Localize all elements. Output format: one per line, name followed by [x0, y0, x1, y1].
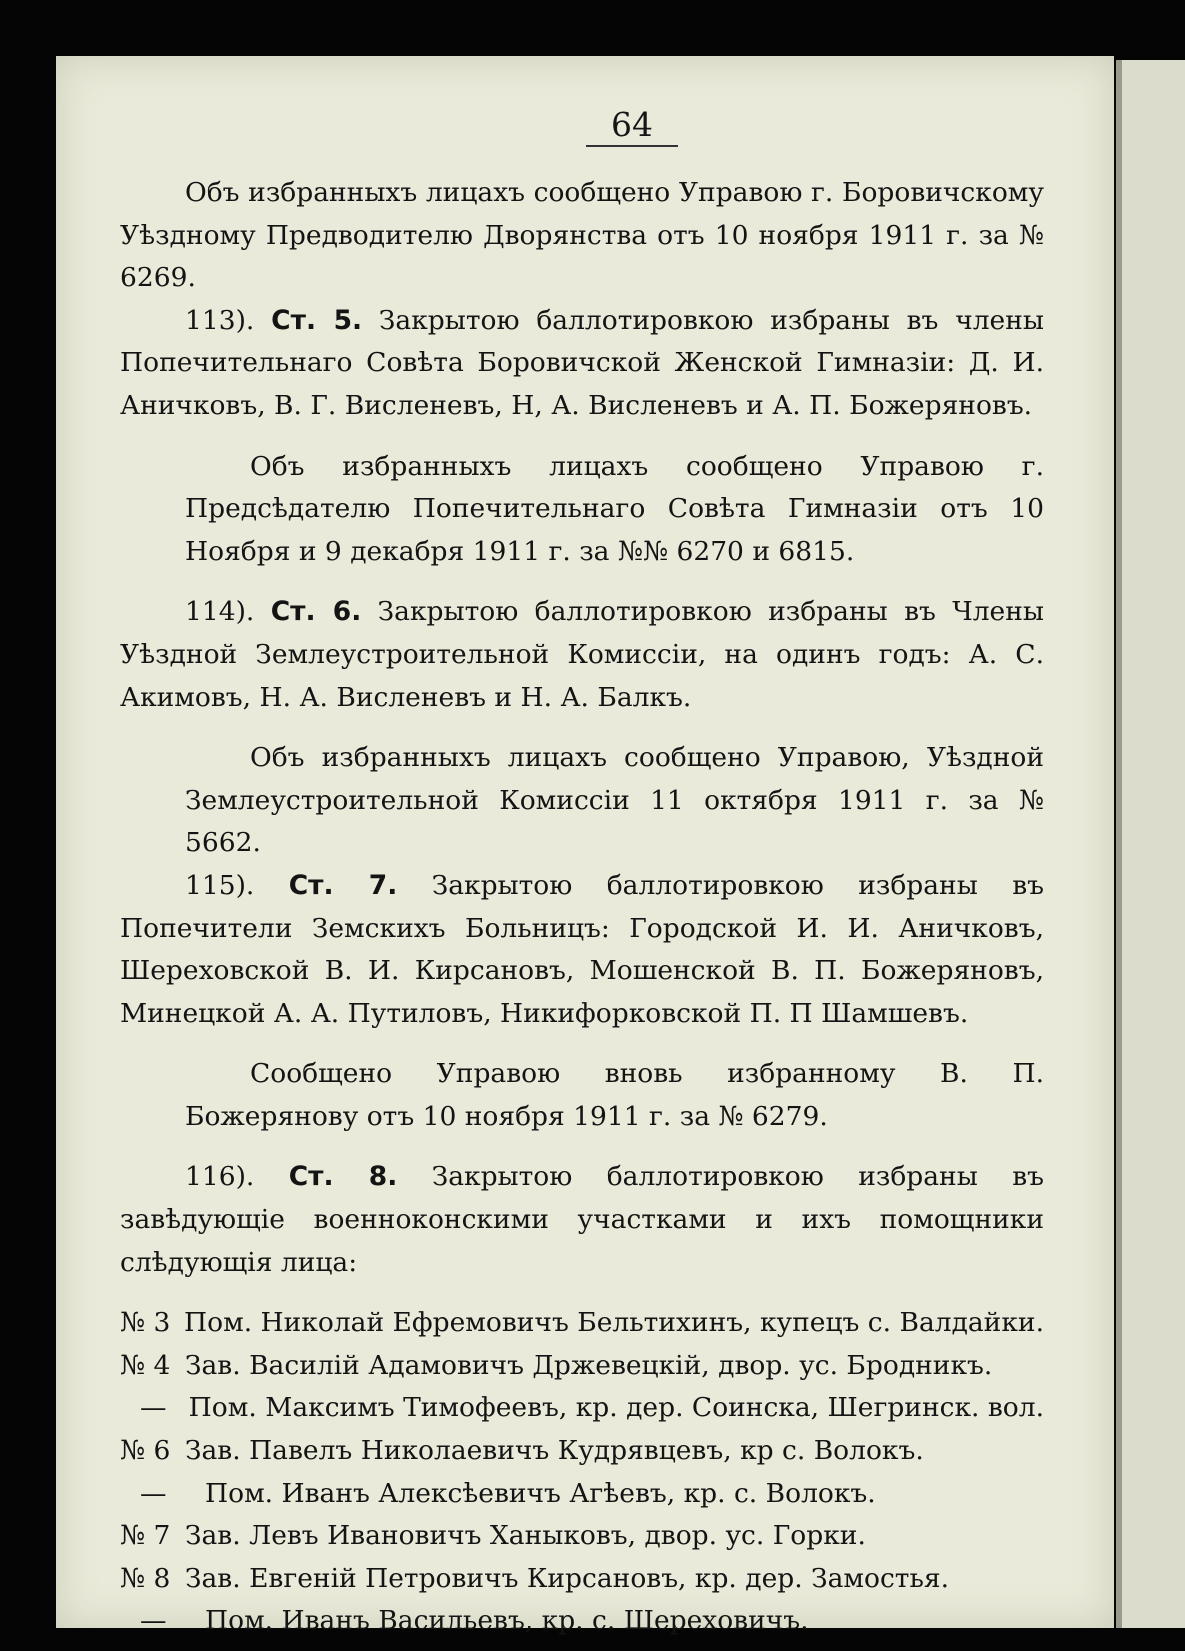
list-item-text: Зав. Василій Адамовичъ Држевецкій, двор. ус. Бродникъ. [185, 1349, 993, 1381]
list-item [120, 1430, 1044, 1473]
list-item-number: № 6 [120, 1435, 171, 1467]
list-item-text: Зав. Евгеній Петровичъ Кирсановъ, кр. дер. Замостья. [185, 1562, 950, 1594]
item-text: Закрытою баллотировкою избраны въ Члены Уѣздной Землеустроительной Комиссіи, на одинъ годъ: А. С. Акимовъ, Н. А. Висленевъ и Н. А. Балкъ. [120, 596, 1044, 713]
adjacent-page-edge [1116, 60, 1185, 1628]
list-item-text: Пом. Николай Ефремовичъ Бельтихинъ, купецъ с. Валдайки. [184, 1307, 1044, 1339]
list-item [120, 1558, 1044, 1601]
list-item-number: — [140, 1605, 167, 1637]
article-ref: Ст. 6. [270, 596, 362, 628]
list-item-number: № 8 [120, 1562, 171, 1594]
item-text: Закрытою баллотировкою избраны въ завѣдующіе военноконскими участками и ихъ помощники слѣдующія лица: [120, 1161, 1044, 1278]
list-item [120, 1600, 1044, 1643]
appointee-list [120, 1302, 1044, 1643]
paragraph-notice-2: Объ избранныхъ лицахъ сообщено Управою г. Предсѣдателю Попечительнаго Совѣта Гимназіи отъ 10 Ноября и 9 декабря 1911 г. за №№ 6270 и 6815. [185, 450, 1044, 567]
paragraph-113 [120, 300, 1044, 428]
list-item [120, 1515, 1044, 1558]
article-ref: Ст. 7. [288, 869, 398, 901]
paragraph-notice-1: Объ избранныхъ лицахъ сообщено Управою г. Боровичскому Уѣздному Предводителю Дворянства отъ 10 ноября 1911 г. за № 6269. [120, 177, 1044, 294]
list-item-text: Пом. Иванъ Алексѣевичъ Агѣевъ, кр. с. Волокъ. [205, 1477, 876, 1509]
list-item-text: Пом. Иванъ Васильевъ, кр. с. Шереховичъ. [205, 1605, 809, 1637]
list-item-number: — [140, 1477, 167, 1509]
item-number: 114). [185, 596, 255, 628]
list-item-text: Пом. Максимъ Тимофеевъ, кр. дер. Соинска, Шегринск. вол. [188, 1392, 1044, 1424]
list-item-number: № 3 [120, 1307, 171, 1339]
article-ref: Ст. 8. [288, 1161, 398, 1193]
list-item [120, 1387, 1044, 1430]
paragraph-notice-4: Сообщено Управою вновь избранному В. П. Божерянову отъ 10 ноября 1911 г. за № 6279. [185, 1058, 1044, 1132]
list-item [120, 1345, 1044, 1388]
article-ref: Ст. 5. [271, 304, 363, 336]
item-text: Закрытою баллотировкою избраны въ Попечители Земскихъ Больницъ: Городской И. И. Аничковъ, Шереховской В. И. Кирсановъ, Мошенской В. П. Божеряновъ, Минецкой А. А. Путиловъ, Никифорковской П. П Шамшевъ. [120, 869, 1044, 1029]
list-item-number: № 4 [120, 1349, 171, 1381]
item-number: 113). [185, 304, 255, 336]
item-text: Закрытою баллотировкою избраны въ члены Попечительнаго Совѣта Боровичской Женской Гимназіи: Д. И. Аничковъ, В. Г. Висленевъ, Н, А. Висленевъ и А. П. Божеряновъ. [120, 304, 1044, 421]
paragraph-115 [120, 865, 1044, 1035]
list-item-text: Зав. Павелъ Николаевичъ Кудрявцевъ, кр с. Волокъ. [185, 1435, 924, 1467]
list-item-number: — [140, 1392, 167, 1424]
paragraph-114 [120, 591, 1044, 719]
list-item-text: Зав. Левъ Ивановичъ Ханыковъ, двор. ус. Горки. [185, 1520, 866, 1552]
list-item-number: № 7 [120, 1520, 171, 1552]
item-number: 116). [185, 1161, 255, 1193]
list-item [120, 1473, 1044, 1516]
paragraph-notice-3: Объ избранныхъ лицахъ сообщено Управою, Уѣздной Землеустроительной Комиссіи 11 октября 1911 г. за № 5662. [185, 742, 1044, 859]
page-body [120, 172, 1044, 1643]
paragraph-116 [120, 1156, 1044, 1284]
item-number: 115). [185, 869, 255, 901]
list-item [120, 1302, 1044, 1345]
page-number: 64 [586, 105, 678, 147]
